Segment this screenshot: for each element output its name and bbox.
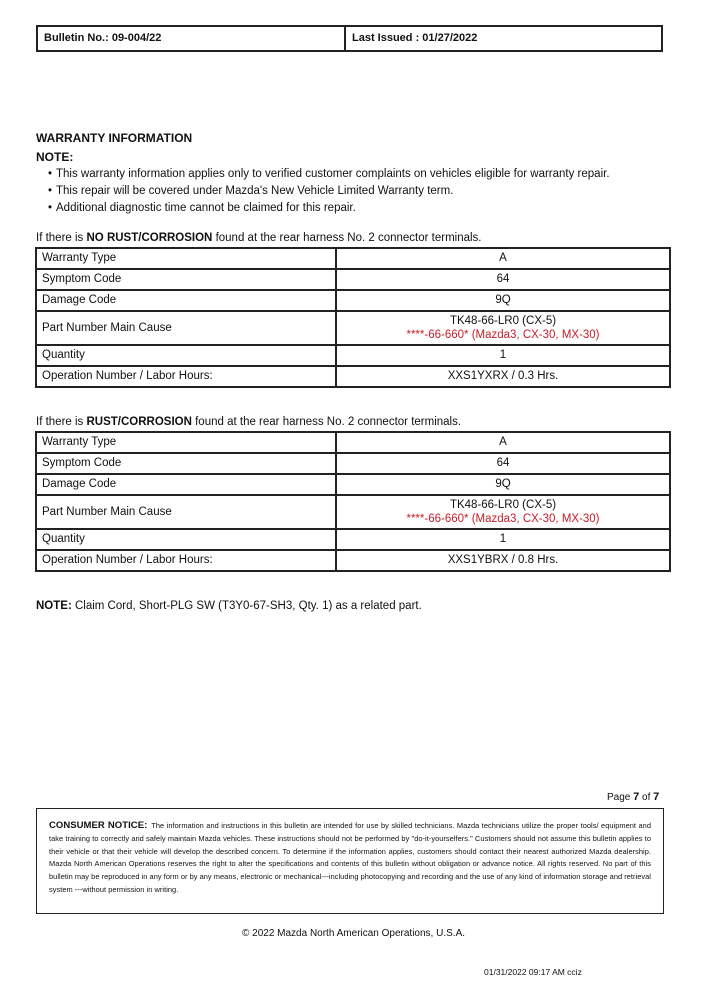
note-item: • This warranty information applies only to verified customer complaints on vehicles eligible for warranty repair.: [48, 166, 610, 183]
table-row: [36, 495, 670, 529]
row-value: 64: [336, 269, 670, 290]
row-label: Operation Number / Labor Hours:: [36, 366, 336, 387]
row-label: Damage Code: [36, 474, 336, 495]
table-row: [36, 453, 670, 474]
copyright: © 2022 Mazda North American Operations, U.S.A.: [241, 928, 466, 939]
part-number: TK48-66-LR0 (CX-5): [449, 499, 557, 511]
row-value: 1: [336, 345, 670, 366]
row-label: Quantity: [36, 345, 336, 366]
page-number: Page 7 of 7: [607, 791, 660, 803]
row-value: 64: [336, 453, 670, 474]
table-row: [36, 366, 670, 387]
row-value: XXS1YXRX / 0.3 Hrs.: [336, 366, 670, 387]
table-row: [36, 269, 670, 290]
table-row: [36, 290, 670, 311]
row-label: Warranty Type: [36, 248, 336, 269]
row-value: 9Q: [336, 474, 670, 495]
consumer-notice-title: CONSUMER NOTICE:: [49, 820, 148, 831]
row-label: Part Number Main Cause: [36, 311, 336, 345]
table-row: [36, 345, 670, 366]
print-timestamp: 01/31/2022 09:17 AM cciz: [484, 967, 582, 977]
note-item: • Additional diagnostic time cannot be claimed for this repair.: [48, 200, 610, 217]
no-rust-intro: If there is NO RUST/CORROSION found at the rear harness No. 2 connector terminals.: [36, 232, 482, 244]
bulletin-header: [36, 25, 663, 52]
row-value: 1: [336, 529, 670, 550]
table-row: [36, 474, 670, 495]
note-label: NOTE:: [36, 150, 74, 164]
row-value: [336, 495, 670, 529]
consumer-notice-text: The information and instructions in this bulletin are intended for use by skilled technicians. Mazda technicians utilize the proper tools/ equipment and take training to correctly and safely maintain Mazda vehicles. These instructions should not be performed by "do-it-yourselfers." Customers should not assume this bulletin applies to their vehicle or that their vehicle will develop the described concern. To determine if the information applies, customers should contact their nearest authorized Mazda dealership. Mazda North American Operations reserves the right to alter the specifications and contents of this bulletin without obligation or advance notice. All rights reserved. No part of this bulletin may be reproduced in any form or by any means, electronic or mechanical---including photocopying and recording and the use of any kind of information storage and retrieval system ---without permission in writing.: [49, 821, 651, 894]
table-row: [36, 529, 670, 550]
note-list: [48, 166, 610, 217]
row-value: A: [336, 432, 670, 453]
rust-intro: If there is RUST/CORROSION found at the rear harness No. 2 connector terminals.: [36, 416, 462, 428]
row-label: Operation Number / Labor Hours:: [36, 550, 336, 571]
row-label: Quantity: [36, 529, 336, 550]
row-label: Part Number Main Cause: [36, 495, 336, 529]
row-label: Warranty Type: [36, 432, 336, 453]
row-value: [336, 311, 670, 345]
row-value: XXS1YBRX / 0.8 Hrs.: [336, 550, 670, 571]
row-label: Damage Code: [36, 290, 336, 311]
part-number-alt: ****-66-660* (Mazda3, CX-30, MX-30): [406, 329, 600, 341]
table-row: [36, 432, 670, 453]
rust-warranty-table: [35, 431, 671, 572]
row-value: A: [336, 248, 670, 269]
table-row: [36, 248, 670, 269]
row-value: 9Q: [336, 290, 670, 311]
consumer-notice: [36, 808, 664, 914]
bullet-icon: •: [48, 202, 53, 214]
bullet-icon: •: [48, 185, 53, 197]
table-row: [36, 550, 670, 571]
no-rust-warranty-table: [35, 247, 671, 388]
row-label: Symptom Code: [36, 453, 336, 474]
bullet-icon: •: [48, 168, 53, 180]
part-number: TK48-66-LR0 (CX-5): [449, 315, 557, 327]
section-title: WARRANTY INFORMATION: [36, 131, 193, 145]
related-part-note: NOTE: Claim Cord, Short-PLG SW (T3Y0-67-SH3, Qty. 1) as a related part.: [36, 600, 422, 612]
table-row: [36, 311, 670, 345]
last-issued-date: Last Issued : 01/27/2022: [352, 32, 478, 44]
note-item: • This repair will be covered under Mazda's New Vehicle Limited Warranty term.: [48, 183, 610, 200]
row-label: Symptom Code: [36, 269, 336, 290]
bulletin-number: Bulletin No.: 09-004/22: [38, 27, 346, 50]
part-number-alt: ****-66-660* (Mazda3, CX-30, MX-30): [406, 513, 600, 525]
